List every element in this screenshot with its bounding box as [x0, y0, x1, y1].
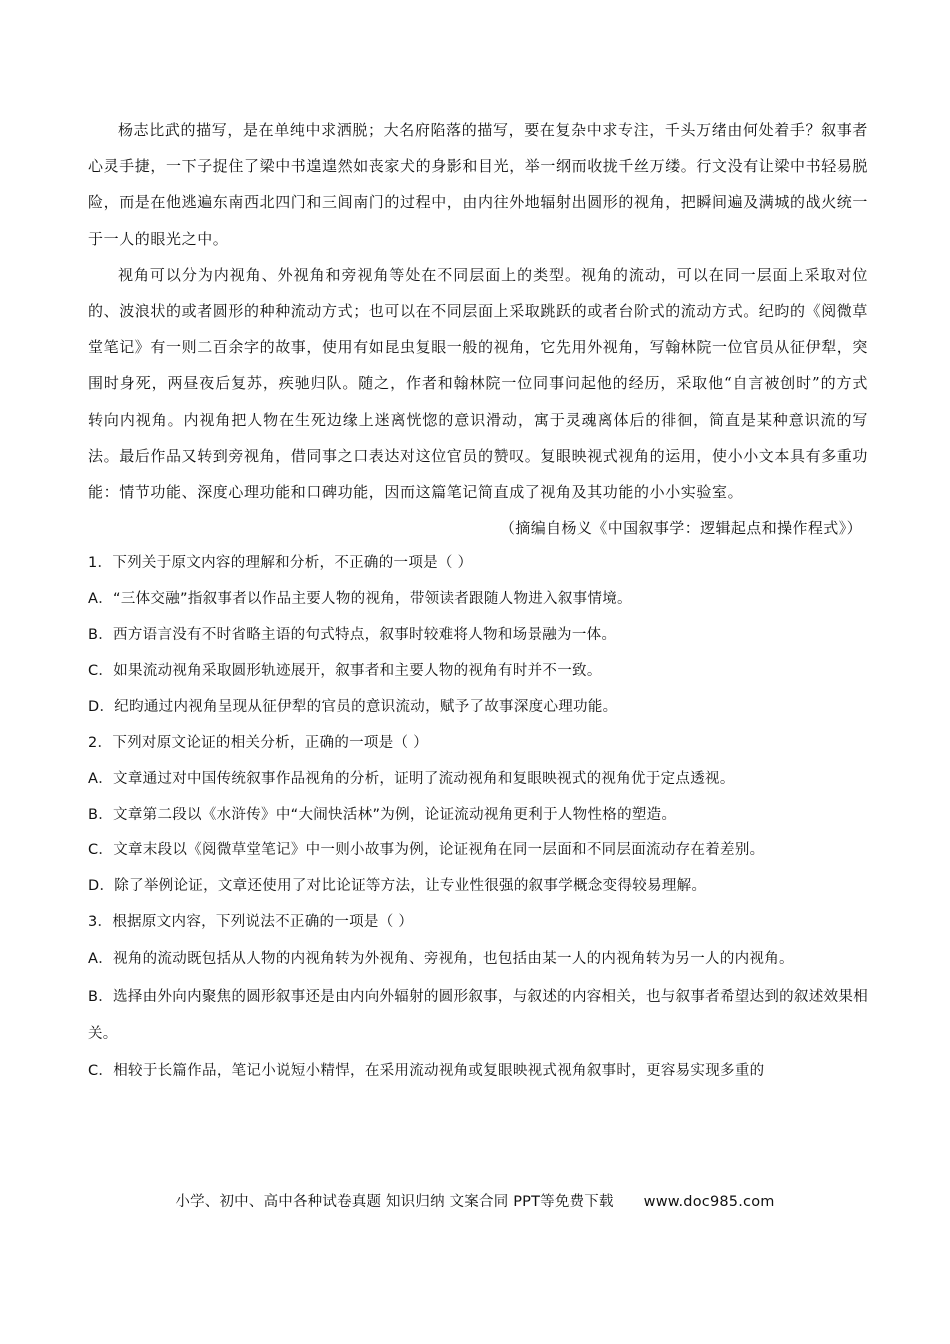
passage-paragraph-2: 视角可以分为内视角、外视角和旁视角等处在不同层面上的类型。视角的流动，可以在同一层面上采取对位的、波浪状的或者圆形的种种流动方式；也可以在不同层面上采取跳跃的或者台阶式的流动方式。纪昀的《阅微草堂笔记》有一则二百余字的故事，使用有如昆虫复眼一般的视角，它先用外视角，写翰林院一位官员从征伊犁，突围时身死，两昼夜后复苏，疾驰归队。随之，作者和翰林院一位同事问起他的经历，采取他“自言被创时”的方式转向内视角。内视角把人物在生死边缘上迷离恍惚的意识滑动，寓于灵魂离体后的徘徊，简直是某种意识流的写法。最后作品又转到旁视角，借同事之口表达对这位官员的赞叹。复眼映视式视角的运用，使小小文本具有多重功能：情节功能、深度心理功能和口碑功能，因而这篇笔记简直成了视角及其功能的小小实验室。: [88, 265, 869, 502]
option-d: D．除了举例论证，文章还使用了对比论证等方法，让专业性很强的叙事学概念变得较易理解。: [88, 878, 707, 895]
document-content: [88, 112, 868, 1090]
option-d: D．纪昀通过内视角呈现从征伊犁的官员的意识流动，赋予了故事深度心理功能。: [88, 698, 618, 715]
option-b: B．选择由外向内聚焦的圆形叙事还是由内向外辐射的圆形叙事，与叙述的内容相关，也与叙事者希望达到的叙述效果相关。: [88, 988, 868, 1043]
passage-paragraph-1: 杨志比武的描写，是在单纯中求洒脱；大名府陷落的描写，要在复杂中求专注，千头万绪由何处着手？叙事者心灵手捷，一下子捉住了梁中书遑遑然如丧家犬的身影和目光，举一纲而收拢千丝万缕。行文没有让梁中书轻易脱险，而是在他逃遍东南西北四门和三闾南门的过程中，由内往外地辐射出圆形的视角，把瞬间遍及满城的战火统一于一人的眼光之中。: [88, 121, 869, 248]
option-c: C．文章末段以《阅微草堂笔记》中一则小故事为例，论证视角在同一层面和不同层面流动存在着差别。: [88, 842, 765, 859]
option-b: B．西方语言没有不时省略主语的句式特点，叙事时较难将人物和场景融为一体。: [88, 627, 617, 644]
question-3: [88, 905, 868, 1089]
page-footer: [0, 1190, 950, 1211]
question-2: [88, 726, 868, 906]
question-stem: 2．下列对原文论证的相关分析，正确的一项是（ ）: [88, 734, 429, 751]
question-1: [88, 546, 868, 726]
footer-url[interactable]: www.doc985.com: [643, 1194, 775, 1210]
option-a: A．视角的流动既包括从人物的内视角转为外视角、旁视角，也包括由某一人的内视角转为另一人的内视角。: [88, 951, 794, 968]
question-stem: 3．根据原文内容，下列说法不正确的一项是（ ）: [88, 914, 414, 931]
option-a: A．文章通过对中国传统叙事作品视角的分析，证明了流动视角和复眼映视式的视角优于定点透视。: [88, 770, 735, 787]
option-c: C．如果流动视角采取圆形轨迹展开，叙事者和主要人物的视角有时并不一致。: [88, 662, 602, 679]
footer-text: 小学、初中、高中各种试卷真题 知识归纳 文案合同 PPT等免费下载: [175, 1194, 614, 1210]
question-stem: 1．下列关于原文内容的理解和分析，不正确的一项是（ ）: [88, 555, 473, 572]
option-c: C．相较于长篇作品，笔记小说短小精悍，在采用流动视角或复眼映视式视角叙事时，更容易实现多重的: [88, 1062, 765, 1079]
option-a: A．“三体交融”指叙事者以作品主要人物的视角，带领读者跟随人物进入叙事情境。: [88, 591, 632, 608]
option-b: B．文章第二段以《水浒传》中“大闹快活林”为例，论证流动视角更利于人物性格的塑造。: [88, 806, 677, 823]
passage-source: （摘编自杨义《中国叙事学：逻辑起点和操作程式》）: [499, 519, 862, 538]
